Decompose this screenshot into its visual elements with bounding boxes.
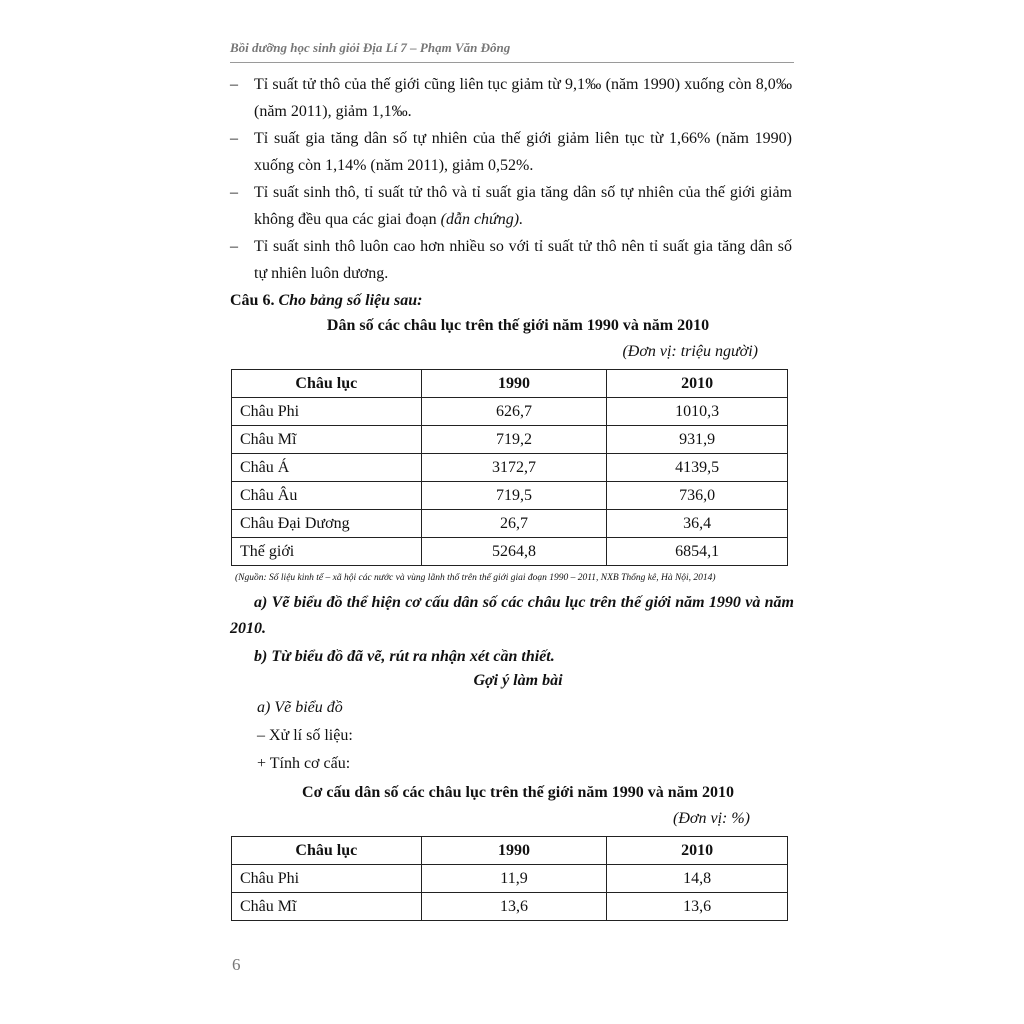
- table-cell: 26,7: [421, 510, 607, 538]
- bullet-item: [230, 179, 792, 233]
- page-number: 6: [232, 955, 241, 974]
- table-row: [232, 426, 788, 454]
- table-cell: 931,9: [607, 426, 788, 454]
- table-cell: 11,9: [421, 865, 607, 893]
- table-cell: 6854,1: [607, 538, 788, 566]
- table-cell: 5264,8: [421, 538, 607, 566]
- table-row: [232, 865, 788, 893]
- table-row: [232, 893, 788, 921]
- structure-table: [231, 836, 788, 921]
- guide-title: Gợi ý làm bài: [473, 672, 563, 689]
- table1-title: Dân số các châu lục trên thế giới năm 1990 và năm 2010: [326, 317, 710, 334]
- table-header-row: [232, 370, 788, 398]
- guide-step-a: a) Vẽ biểu đồ: [257, 699, 343, 716]
- table-cell: 626,7: [421, 398, 607, 426]
- question-label: Câu 6.: [230, 292, 275, 309]
- bullet-dash: –: [230, 238, 238, 255]
- bullet-text-italic: (dẫn chứng).: [440, 211, 524, 228]
- table1-source: (Nguồn: Số liệu kinh tế – xã hội các nước và vùng lãnh thổ trên thế giới giai đoạn 1990 – 2011, NXB Thống kê, Hà Nội, 2014): [235, 573, 716, 583]
- running-header: Bồi dưỡng học sinh giỏi Địa Lí 7 – Phạm Văn Đông: [230, 40, 794, 63]
- table-cell: Thế giới: [232, 538, 422, 566]
- table-cell: 13,6: [607, 893, 788, 921]
- table-row: [232, 510, 788, 538]
- table-cell: 14,8: [607, 865, 788, 893]
- table-cell: 719,2: [421, 426, 607, 454]
- table-cell: 736,0: [607, 482, 788, 510]
- table-cell: Châu Mĩ: [232, 893, 422, 921]
- table-cell: Châu Âu: [232, 482, 422, 510]
- header-cell: Châu lục: [232, 370, 422, 398]
- table-cell: 3172,7: [421, 454, 607, 482]
- table-cell: 719,5: [421, 482, 607, 510]
- bullet-dash: –: [230, 184, 238, 201]
- bullet-text: Tỉ suất tử thô của thế giới cũng liên tục giảm từ 9,1‰ (năm 1990) xuống còn 8,0‰ (năm 2011), giảm 1,1‰.: [254, 76, 792, 120]
- table-cell: 13,6: [421, 893, 607, 921]
- table-row: [232, 538, 788, 566]
- table-cell: Châu Phi: [232, 398, 422, 426]
- header-cell: Châu lục: [232, 837, 422, 865]
- table-row: [232, 454, 788, 482]
- table2-title: Cơ cấu dân số các châu lục trên thế giới năm 1990 và năm 2010: [302, 784, 734, 801]
- question-prompt: Cho bảng số liệu sau:: [278, 292, 423, 309]
- table-cell: 4139,5: [607, 454, 788, 482]
- bullet-item: [230, 233, 792, 287]
- bullet-item: [230, 125, 792, 179]
- table-cell: Châu Mĩ: [232, 426, 422, 454]
- header-cell: 2010: [607, 837, 788, 865]
- guide-step-2: + Tính cơ cấu:: [257, 755, 351, 772]
- population-table: [231, 369, 788, 566]
- table-cell: Châu Phi: [232, 865, 422, 893]
- bullet-text: Tỉ suất sinh thô luôn cao hơn nhiều so với tỉ suất tử thô nên tỉ suất gia tăng dân số tự nhiên luôn dương.: [254, 238, 792, 282]
- table-row: [232, 482, 788, 510]
- table-header-row: [232, 837, 788, 865]
- header-cell: 2010: [607, 370, 788, 398]
- bullet-text: Tỉ suất gia tăng dân số tự nhiên của thế giới giảm liên tục từ 1,66% (năm 1990) xuống còn 1,14% (năm 2011), giảm 0,52%.: [254, 130, 792, 174]
- table-cell: 36,4: [607, 510, 788, 538]
- table-row: [232, 398, 788, 426]
- table-cell: 1010,3: [607, 398, 788, 426]
- header-cell: 1990: [421, 370, 607, 398]
- header-cell: 1990: [421, 837, 607, 865]
- table1-unit: (Đơn vị: triệu người): [622, 343, 758, 360]
- task-b: b) Từ biểu đồ đã vẽ, rút ra nhận xét cần thiết.: [254, 648, 555, 665]
- table-cell: Châu Á: [232, 454, 422, 482]
- question-heading: [230, 287, 423, 314]
- bullet-text: Tỉ suất sinh thô, tỉ suất tử thô và tỉ suất gia tăng dân số tự nhiên của thế giới giảm không đều qua các giai đoạn: [254, 184, 792, 228]
- table2-unit: (Đơn vị: %): [673, 810, 750, 827]
- task-a: a) Vẽ biểu đồ thể hiện cơ cấu dân số các châu lục trên thế giới năm 1990 và năm 2010.: [230, 594, 794, 637]
- guide-step-1: – Xử lí số liệu:: [257, 727, 353, 744]
- bullet-dash: –: [230, 76, 238, 93]
- bullet-dash: –: [230, 130, 238, 147]
- bullet-item: [230, 71, 792, 125]
- table-cell: Châu Đại Dương: [232, 510, 422, 538]
